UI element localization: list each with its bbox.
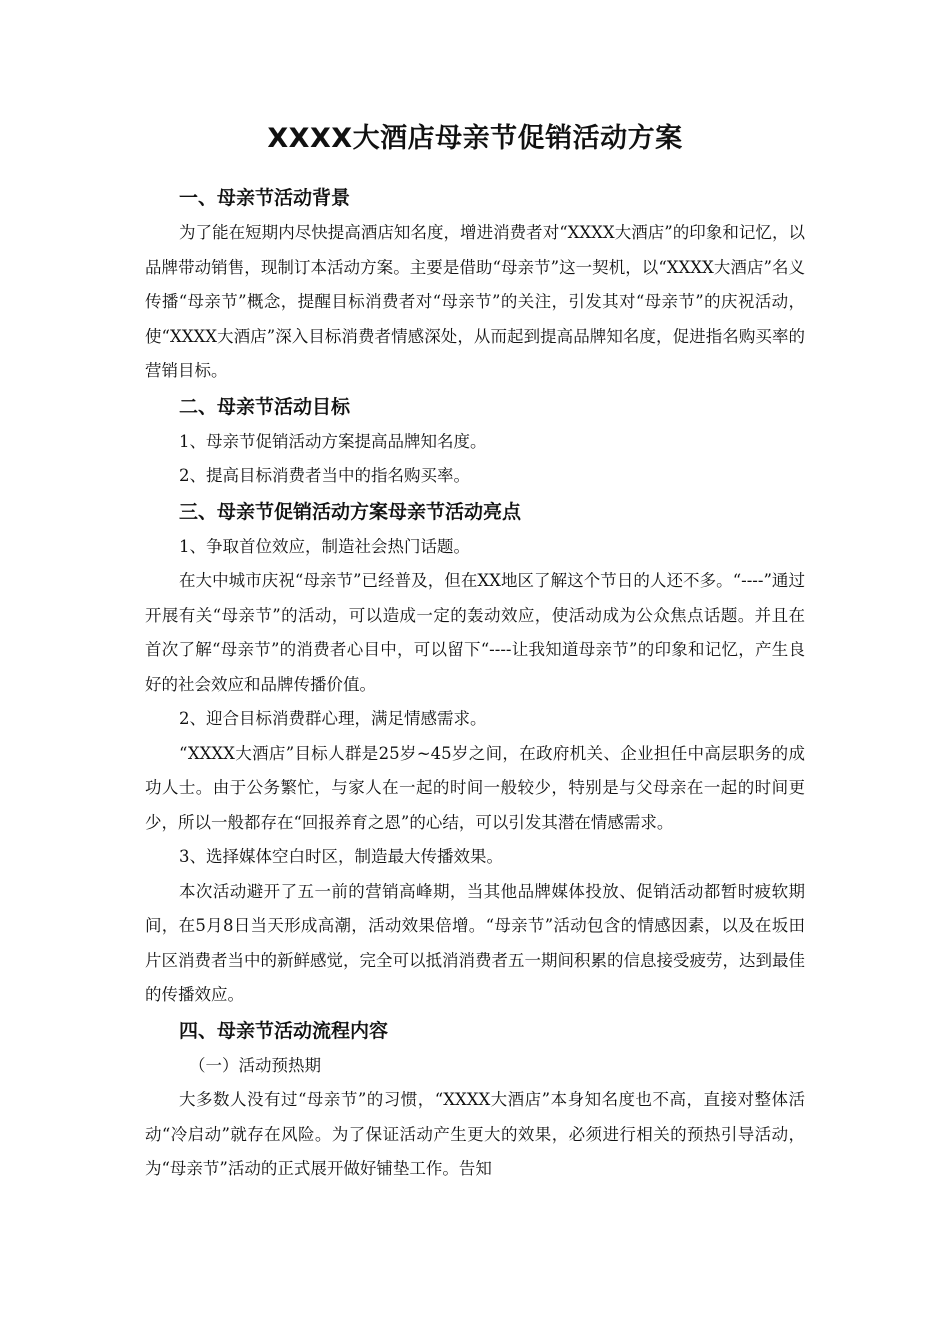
process-paragraph: 大多数人没有过“母亲节”的习惯，“XXXX大酒店”本身知名度也不高，直接对整体活动“冷启动”就存在风险。为了保证活动产生更大的效果，必须进行相关的预热引导活动，为“母亲节”活动的正式展开做好铺垫工作。告知 xyxy=(145,1090,805,1178)
highlight-point: 2、迎合目标消费群心理，满足情感需求。 xyxy=(179,709,487,728)
section-heading-goals: 二、母亲节活动目标 xyxy=(179,395,351,418)
goal-item: 2、提高目标消费者当中的指名购买率。 xyxy=(179,466,470,485)
highlight-paragraph: 本次活动避开了五一前的营销高峰期，当其他品牌媒体投放、促销活动都暂时疲软期间，在5月8日当天形成高潮，活动效果倍增。“母亲节”活动包含的情感因素，以及在坂田片区消费者当中的新鲜感觉，完全可以抵消消费者五一期间积累的信息接受疲劳，达到最佳的传播效应。 xyxy=(145,881,805,1004)
section-heading-process: 四、母亲节活动流程内容 xyxy=(179,1019,389,1042)
process-subheading: （一）活动预热期 xyxy=(189,1055,321,1075)
background-paragraph: 为了能在短期内尽快提高酒店知名度，增进消费者对“XXXX大酒店”的印象和记忆，以品牌带动销售，现制订本活动方案。主要是借助“母亲节”这一契机，以“XXXX大酒店”名义传播“母亲节”概念，提醒目标消费者对“母亲节”的关注，引发其对“母亲节”的庆祝活动，使“XXXX大酒店”深入目标消费者情感深处，从而起到提高品牌知名度，促进指名购买率的营销目标。 xyxy=(145,223,805,380)
document-title: XXXX大酒店母亲节促销活动方案 xyxy=(267,123,683,154)
section-heading-highlights: 三、母亲节促销活动方案母亲节活动亮点 xyxy=(179,500,522,523)
section-heading-background: 一、母亲节活动背景 xyxy=(179,187,351,209)
goal-item: 1、母亲节促销活动方案提高品牌知名度。 xyxy=(179,431,487,451)
highlight-paragraph: 在大中城市庆祝“母亲节”已经普及，但在XX地区了解这个节日的人还不多。“----”通过开展有关“母亲节”的活动，可以造成一定的轰动效应，使活动成为公众焦点话题。并且在首次了解“母亲节”的消费者心目中，可以留下“----让我知道母亲节”的印象和记忆，产生良好的社会效应和品牌传播价值。 xyxy=(145,571,805,694)
highlight-point: 3、选择媒体空白时区，制造最大传播效果。 xyxy=(179,847,503,866)
highlight-point: 1、争取首位效应，制造社会热门话题。 xyxy=(179,536,470,556)
highlight-paragraph: “XXXX大酒店”目标人群是25岁~45岁之间，在政府机关、企业担任中高层职务的成功人士。由于公务繁忙，与家人在一起的时间一般较少，特别是与父母亲在一起的时间更少，所以一般都存在“回报养育之恩”的心结，可以引发其潜在情感需求。 xyxy=(145,743,805,832)
document-body xyxy=(145,180,805,1187)
